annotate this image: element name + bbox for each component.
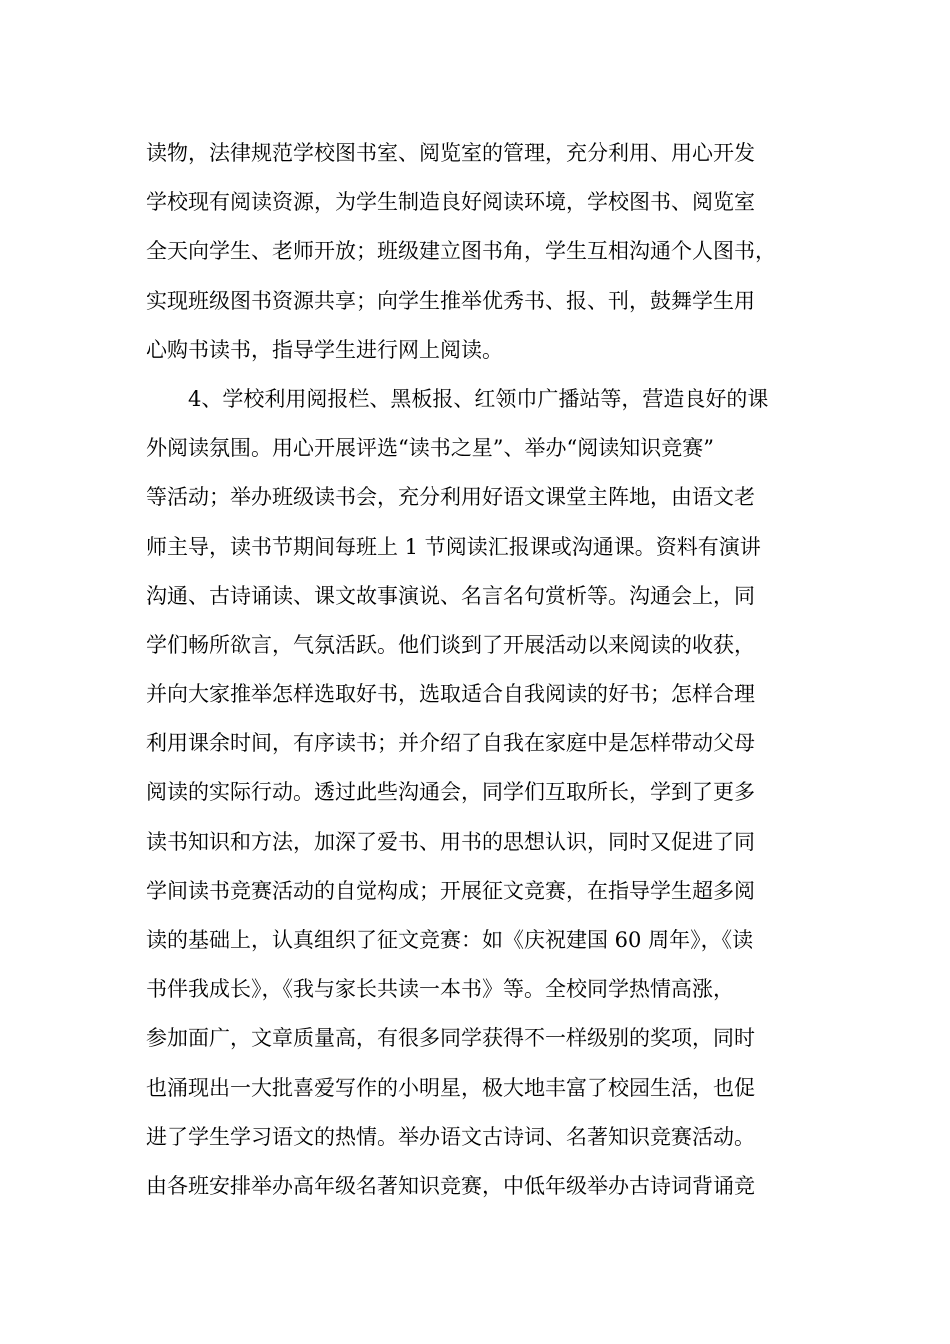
text-line: 外阅读氛围。用心开展评选“读书之星”、举办“阅读知识竞赛”: [146, 436, 714, 461]
text-line: 由各班安排举办高年级名著知识竞赛，中低年级举办古诗词背诵竞: [146, 1173, 755, 1198]
text-line: 并向大家推举怎样选取好书，选取适合自我阅读的好书；怎样合理: [146, 682, 755, 707]
text-line: 读物，法律规范学校图书室、阅览室的管理，充分利用、用心开发: [146, 141, 755, 165]
text-line: 参加面广，文章质量高，有很多同学获得不一样级别的奖项，同时: [146, 1026, 755, 1051]
text-line: 心购书读书，指导学生进行网上阅读。: [146, 337, 503, 362]
text-line: 全天向学生、老师开放；班级建立图书角，学生互相沟通个人图书，: [146, 239, 776, 264]
text-line: 学们畅所欲言，气氛活跃。他们谈到了开展活动以来阅读的收获，: [146, 632, 755, 657]
text-line: 学校现有阅读资源，为学生制造良好阅读环境，学校图书、阅览室: [146, 190, 755, 215]
text-line: 实现班级图书资源共享；向学生推举优秀书、报、刊，鼓舞学生用: [146, 288, 755, 313]
paragraph-start-line: 4、学校利用阅报栏、黑板报、红领巾广播站等，营造良好的课: [188, 386, 769, 411]
text-line: 沟通、古诗诵读、课文故事演说、名言名句赏析等。沟通会上，同: [146, 583, 755, 608]
text-line: 书伴我成长》，《我与家长共读一本书》等。全校同学热情高涨，: [146, 977, 734, 1002]
text-line: 进了学生学习语文的热情。举办语文古诗词、名著知识竞赛活动。: [146, 1124, 755, 1149]
text-line: 学间读书竞赛活动的自觉构成；开展征文竞赛，在指导学生超多阅: [146, 878, 755, 903]
body-text: [146, 129, 826, 1211]
text-line: 利用课余时间，有序读书；并介绍了自我在家庭中是怎样带动父母: [146, 731, 755, 756]
text-line: 等活动；举办班级读书会，充分利用好语文课堂主阵地，由语文老: [146, 485, 755, 510]
text-line: 读书知识和方法，加深了爱书、用书的思想认识，同时又促进了同: [146, 829, 755, 854]
text-line: 阅读的实际行动。透过此些沟通会，同学们互取所长，学到了更多: [146, 780, 755, 805]
text-line: 读的基础上，认真组织了征文竞赛：如《庆祝建国 60 周年》，《读: [146, 928, 754, 952]
text-line: 师主导，读书节期间每班上 1 节阅读汇报课或沟通课。资料有演讲: [146, 534, 761, 559]
text-line: 也涌现出一大批喜爱写作的小明星，极大地丰富了校园生活，也促: [146, 1075, 755, 1100]
